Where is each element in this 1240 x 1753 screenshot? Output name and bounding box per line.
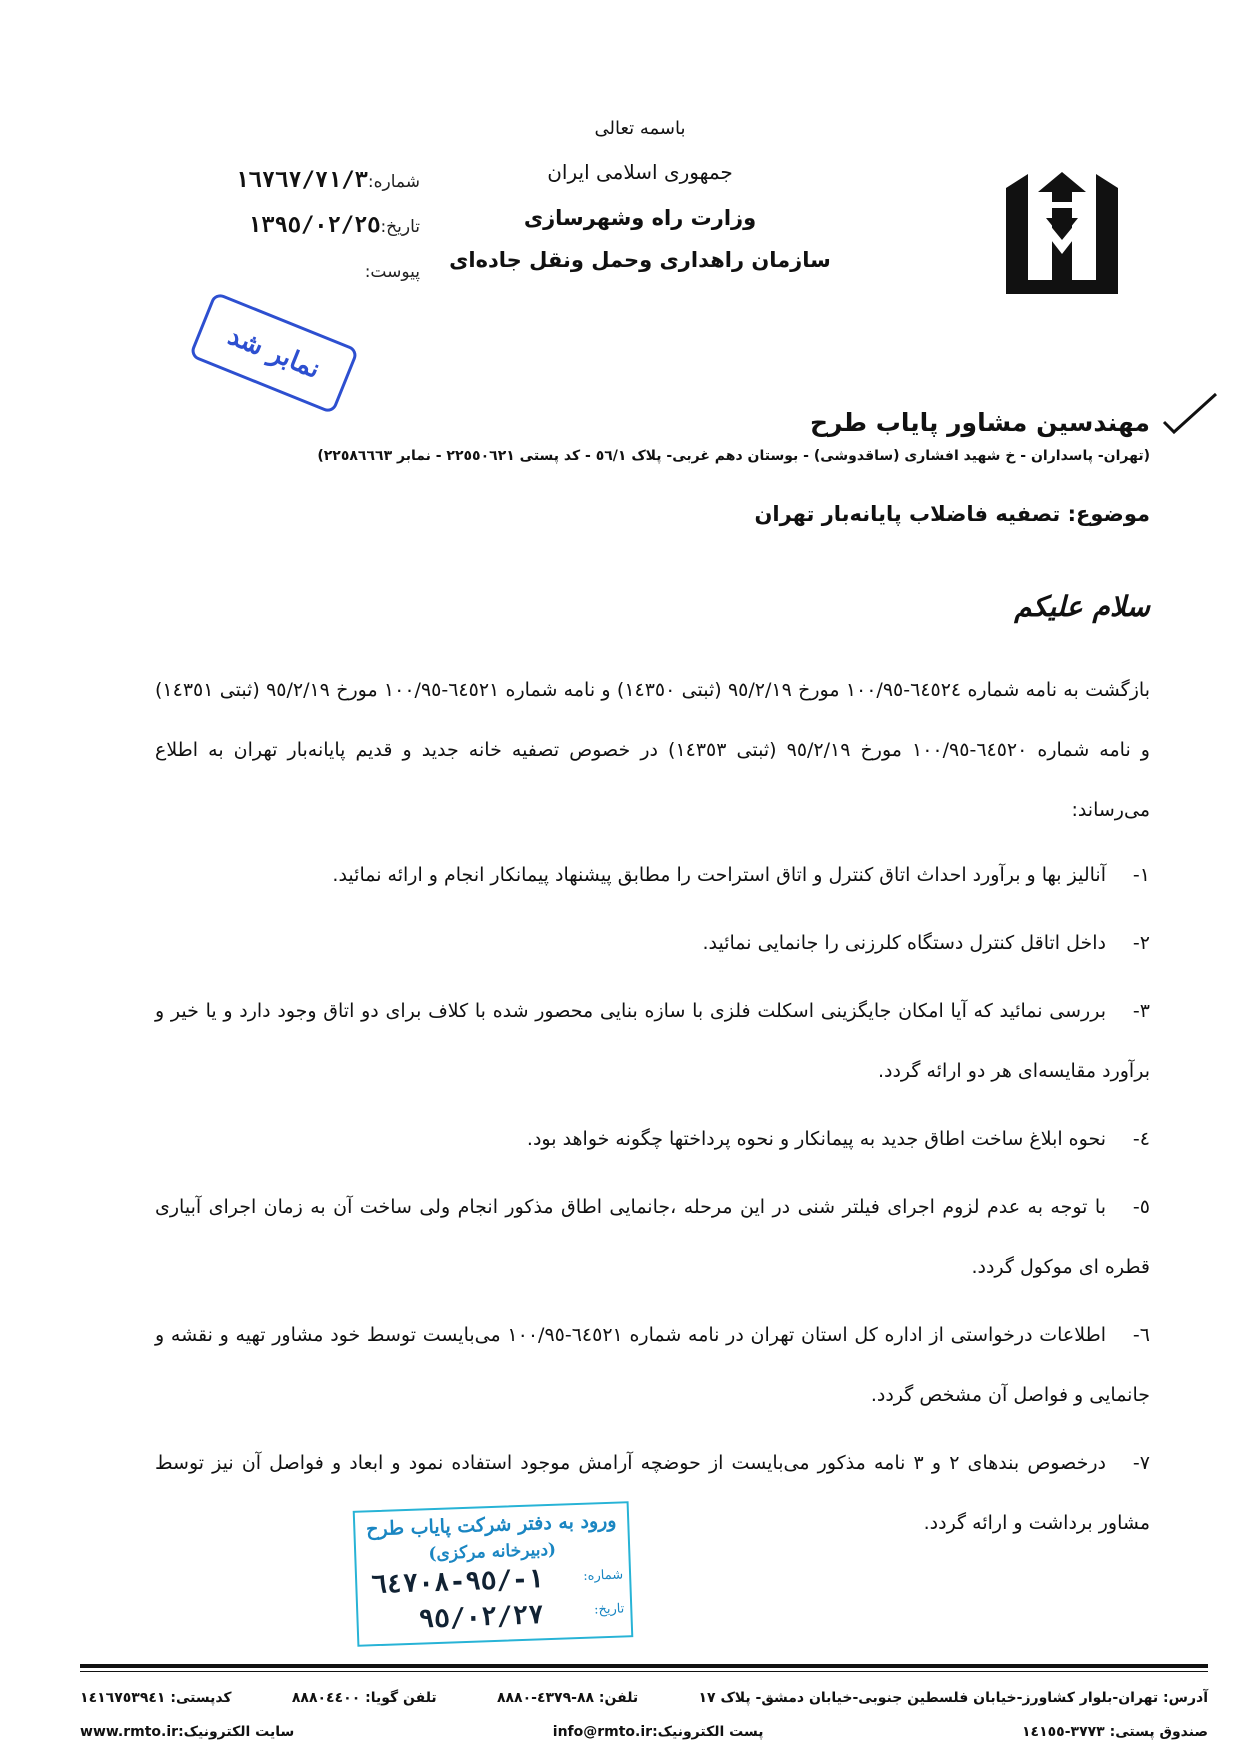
- footer-divider: [80, 1664, 1208, 1668]
- basmala: باسمه تعالی: [594, 118, 686, 139]
- letter-number-value: ١٦٧٦٧/٧١/٣: [235, 168, 368, 193]
- footer-website-value[interactable]: www.rmto.ir: [80, 1724, 179, 1740]
- entry-stamp-number-value: ١-/٩٥-٦٤٧٠٨: [370, 1564, 544, 1601]
- footer-voice-phone: تلفن گویا: ٨٨٨٠٤٤٠٠: [291, 1690, 437, 1706]
- greeting: سلام علیکم: [1014, 590, 1150, 623]
- office-entry-stamp: [353, 1501, 634, 1647]
- list-item: [155, 1305, 1150, 1425]
- check-mark-icon: [1160, 388, 1220, 438]
- footer-website-label: سایت الکترونیک:: [178, 1724, 295, 1740]
- list-item: [155, 1177, 1150, 1297]
- item-text: نحوه ابلاغ ساخت اطاق جدید به پیمانکار و نحوه پرداختها چگونه خواهد بود.: [526, 1128, 1106, 1150]
- recipient-address: (تهران- پاسداران - خ شهید افشاری (ساقدوشی) - بوستان دهم غربی- پلاک ٥٦/١ - کد پستی ٢٢٥٥٠٦٢١ - نمابر ٢٢٥٨٦٦٦٣): [317, 448, 1150, 464]
- footer-email-value[interactable]: info@rmto.ir: [552, 1724, 653, 1740]
- entry-stamp-date-label: تاریخ:: [593, 1601, 625, 1618]
- ministry-name: وزارت راه وشهرسازی: [523, 206, 757, 230]
- letter-subject: موضوع: تصفیه فاضلاب پایانه‌بار تهران: [754, 502, 1150, 526]
- list-item: [155, 1109, 1150, 1169]
- footer-postal-code: کدپستی: ١٤١٦٧٥٣٩٤١: [80, 1690, 232, 1706]
- list-item: [155, 913, 1150, 973]
- list-item: [155, 981, 1150, 1101]
- letter-date-value: ١٣٩٥/٠٢/٢٥: [247, 213, 381, 238]
- item-text: با توجه به عدم لزوم اجرای فیلتر شنی در این مرحله ،جانمایی اطاق مذکور انجام ولی ساخت آن به زمان اجرای آبیاری قطره ای موکول گردد.: [155, 1196, 1150, 1278]
- organization-name: سازمان راهداری وحمل ونقل جاده‌ای: [449, 248, 831, 272]
- footer-address: آدرس: تهران-بلوار کشاورز-خیابان فلسطین جنوبی-خیابان دمشق- پلاک ١٧: [698, 1690, 1208, 1706]
- entry-stamp-title: ورود به دفتر شرکت پایاب طرح: [365, 1509, 617, 1541]
- list-item: [155, 845, 1150, 905]
- item-number: ٤-: [1132, 1128, 1150, 1150]
- fax-sent-stamp: نمابر شد: [189, 291, 360, 414]
- entry-stamp-number-label: شماره:: [583, 1567, 624, 1584]
- footer-contact-row: [80, 1690, 1208, 1706]
- rmto-logo-icon: [998, 168, 1126, 300]
- letter-attachment: [170, 258, 420, 282]
- item-number: ٧-: [1132, 1452, 1150, 1474]
- item-text: اطلاعات درخواستی از اداره کل استان تهران در نامه شماره ٦٤٥٢١-١٠٠/٩٥ می‌بایست توسط خود مشاور تهیه و نقشه و جانمایی و فواصل آن مشخص گردد.: [155, 1324, 1150, 1406]
- footer-phone: تلفن: ٨٨-٤٣٧٩-٨٨٨٠: [496, 1690, 639, 1706]
- item-text: آنالیز بها و برآورد احداث اتاق کنترل و اتاق استراحت را مطابق پیشنهاد پیمانکار انجام و ارائه نمائید.: [332, 864, 1106, 886]
- letter-date: [170, 213, 420, 238]
- item-number: ٥-: [1132, 1196, 1150, 1218]
- footer-po-box: صندوق پستی: ٣٧٧٣-١٤١٥٥: [1021, 1724, 1208, 1740]
- footer-website: [80, 1724, 294, 1740]
- entry-stamp-subtitle: (دبیرخانه مرکزی): [428, 1539, 557, 1565]
- footer-email-label: پست الکترونیک:: [652, 1724, 764, 1740]
- attachment-label: پیوست:: [364, 262, 420, 282]
- letter-number-label: شماره:: [367, 172, 420, 192]
- letter-number: [170, 168, 420, 193]
- letter-date-label: تاریخ:: [380, 217, 420, 237]
- footer-email: [553, 1724, 764, 1740]
- item-number: ٦-: [1132, 1324, 1150, 1346]
- item-text: درخصوص بندهای ٢ و ٣ نامه مذکور می‌بایست از حوضچه آرامش موجود استفاده نمود و ابعاد و فواصل آن نیز توسط مشاور برداشت و ارائه گردد.: [155, 1452, 1150, 1534]
- item-list: [155, 845, 1150, 1561]
- entry-stamp-date-value: ٩٥/٠٢/٢٧: [418, 1600, 545, 1635]
- country-name: جمهوری اسلامی ایران: [547, 160, 733, 184]
- recipient-name: مهندسین مشاور پایاب طرح: [809, 408, 1150, 437]
- item-number: ١-: [1132, 864, 1150, 886]
- list-item: [155, 1433, 1150, 1553]
- item-text: بررسی نمائید که آیا امکان جایگزینی اسکلت فلزی با سازه بنایی محصور شده با کلاف برای دو اتاق وجود دارد و یا خیر و برآورد مقایسه‌ای هر دو ارائه گردد.: [155, 1000, 1150, 1082]
- item-text: داخل اتاقل کنترل دستگاه کلرزنی را جانمایی نمائید.: [702, 932, 1106, 954]
- item-number: ٣-: [1132, 1000, 1150, 1022]
- intro-paragraph: بازگشت به نامه شماره ٦٤٥٢٤-١٠٠/٩٥ مورخ ٩٥/٢/١٩ (ثبتی ١٤٣٥٠) و نامه شماره ٦٤٥٢١-١٠٠/٩٥ مورخ ٩٥/٢/١٩ (ثبتی ١٤٣٥١) و نامه شماره ٦٤٥٢٠-١٠٠/٩٥ مورخ ٩٥/٢/١٩ (ثبتی ١٤٣٥٣) در خصوص تصفیه خانه جدید و قدیم پایانه‌بار تهران به اطلاع می‌رساند:: [155, 679, 1150, 821]
- item-number: ٢-: [1132, 932, 1150, 954]
- footer-web-row: [80, 1724, 1208, 1740]
- footer-divider-thin: [80, 1671, 1208, 1672]
